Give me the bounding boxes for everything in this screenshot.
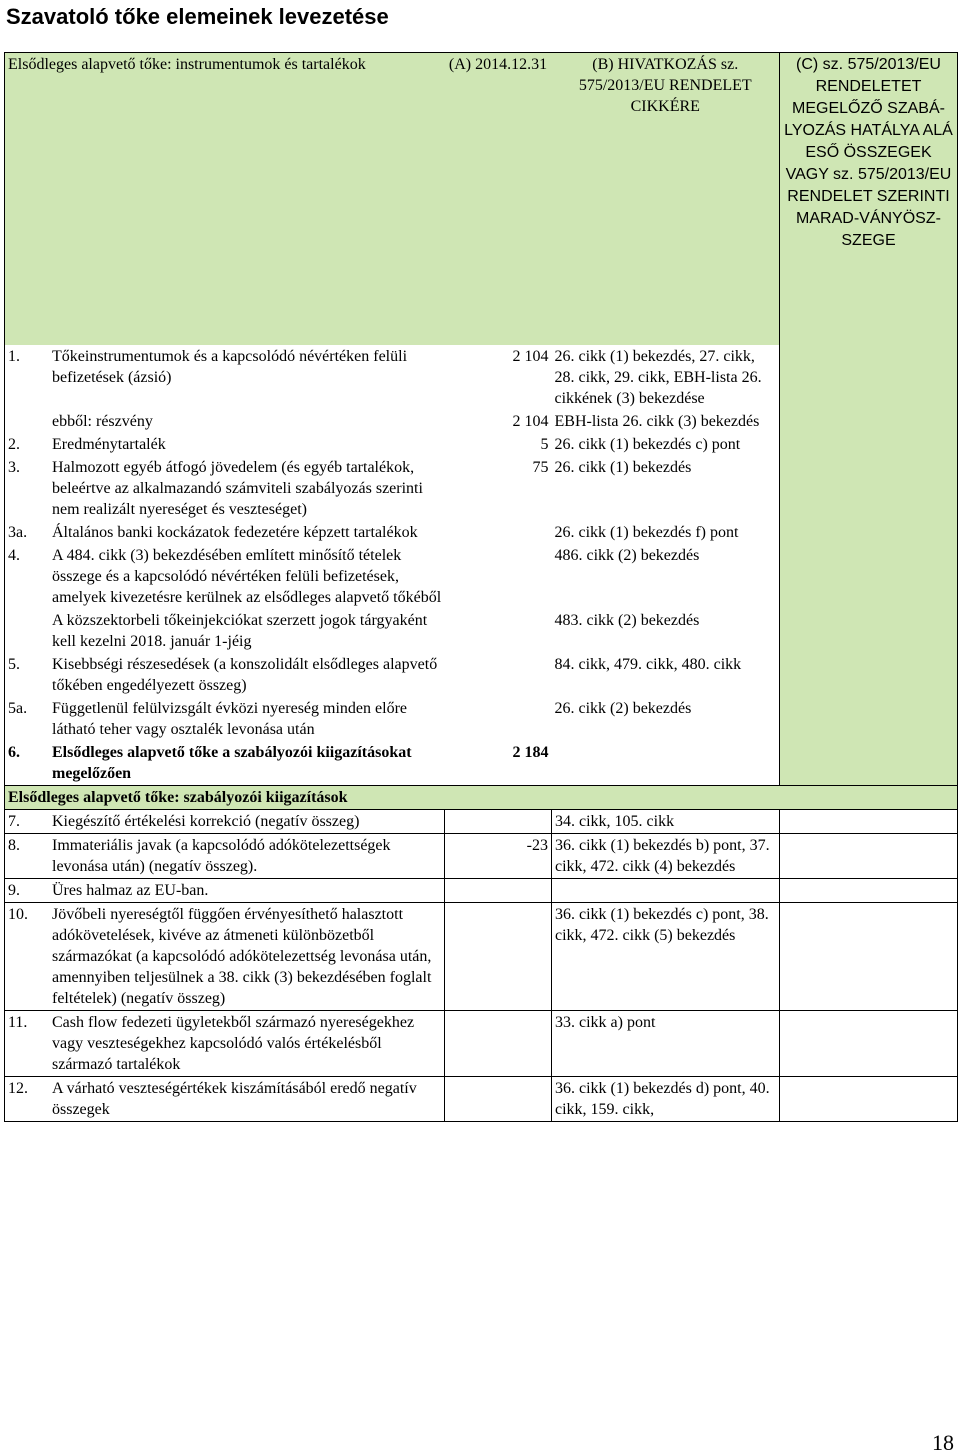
row-label	[8, 522, 442, 543]
section-header-row	[5, 786, 958, 810]
row-label-cell	[5, 521, 445, 544]
row-label	[8, 457, 442, 520]
section-title: Elsődleges alapvető tőke: szabályozói kiigazítások	[5, 786, 958, 810]
row-label-cell	[5, 433, 445, 456]
row-ref-b: 36. cikk (1) bekezdés b) pont, 37. cikk, 472. cikk (4) bekezdés	[552, 834, 780, 879]
row-text: A várható veszteségértékek kiszámításából eredő negatív összegek	[52, 1080, 417, 1118]
row-value-a: 75	[532, 459, 549, 476]
row-text: Eredménytartalék	[52, 436, 166, 453]
row-number: 10.	[8, 906, 28, 923]
row-label-cell	[5, 544, 445, 609]
row-col-c	[780, 834, 958, 879]
row-ref-b	[552, 741, 780, 785]
row-text: Általános banki kockázatok fedezetére képzett tartalékok	[52, 524, 418, 541]
row-col-c	[780, 879, 958, 903]
row-label	[8, 1078, 441, 1120]
header-col-a	[445, 53, 552, 346]
row-number: 12.	[8, 1080, 28, 1097]
row-value-a	[445, 1011, 552, 1077]
row-value-a: 2 184	[512, 744, 549, 761]
row-value-a	[445, 810, 552, 834]
row-ref-b: 26. cikk (1) bekezdés c) pont	[554, 436, 741, 453]
table-row	[5, 1011, 958, 1077]
row-value-a	[445, 879, 552, 903]
row-label-cell	[5, 653, 445, 697]
row-number: 3a.	[8, 524, 28, 541]
row-col-c	[780, 1077, 958, 1122]
header-col-c-text: (C) sz. 575/2013/EU RENDELETET MEGELŐZŐ SZABÁ-LYOZÁS HATÁLYA ALÁ ESŐ ÖSSZEGEK VAGY sz. 575/2013/EU RENDELET SZERINTI MARAD-VÁNYÖSZ-SZEGE	[784, 56, 953, 249]
row-value-a	[445, 1077, 552, 1122]
row-label	[8, 654, 442, 696]
row-ref-b: EBH-lista 26. cikk (3) bekezdés	[554, 413, 760, 430]
row-label-cell	[5, 810, 445, 834]
row-value-a	[445, 697, 552, 741]
row-ref-b: 33. cikk a) pont	[552, 1011, 780, 1077]
row-text: Tőkeinstrumentumok és a kapcsolódó névértéken felüli befizetések (ázsió)	[52, 348, 408, 386]
table-row	[5, 903, 958, 1011]
row-value-a: 2 104	[512, 413, 549, 430]
row-text: A 484. cikk (3) bekezdésében említett minősítő tételek összege és a kapcsolódó névértéken felüli befizetések, amelyek kivezetésre kerülnek az elsődleges alapvető tőkéből	[52, 547, 442, 606]
table-row	[5, 879, 958, 903]
row-text: Kiegészítő értékelési korrekció (negatív összeg)	[52, 813, 360, 830]
row-value-a: 2 104	[512, 348, 549, 365]
row-ref-b: 84. cikk, 479. cikk, 480. cikk	[554, 656, 742, 673]
row-text: A közszektorbeli tőkeinjekciókat szerzett jogok tárgyaként kell kezelni 2018. január 1-jéig	[52, 612, 428, 650]
row-ref-b: 36. cikk (1) bekezdés d) pont, 40. cikk, 159. cikk,	[552, 1077, 780, 1122]
header-label	[5, 53, 445, 346]
row-label	[8, 1012, 441, 1075]
row-text: Jövőbeli nyereségtől függően érvényesíthető halasztott adókövetelések, kivéve az átmeneti különbözetből származókat (a kapcsolódó adókötelezettség levonása után, amennyiben teljesülnek a 38. cikk (3) bekezdésében foglalt feltételek) (negatív összeg)	[52, 906, 432, 1007]
row-label	[8, 610, 442, 652]
row-text: Halmozott egyéb átfogó jövedelem (és egyéb tartalékok, beleértve az alkalmazandó számviteli szabályozás szerinti nem realizált nyereséget és veszteséget)	[52, 459, 423, 518]
row-value-a	[445, 521, 552, 544]
row-label	[8, 742, 442, 784]
header-col-b-text: (B) HIVATKOZÁS sz. 575/2013/EU RENDELET CIKKÉRE	[578, 56, 752, 115]
row-text: Kisebbségi részesedések (a konszolidált elsődleges alapvető tőkében engedélyezett összeg)	[52, 656, 438, 694]
row-text: Üres halmaz az EU-ban.	[52, 882, 209, 899]
row-value-a	[445, 653, 552, 697]
row-ref-b: 26. cikk (2) bekezdés	[554, 700, 692, 717]
row-value-a: -23	[445, 834, 552, 879]
row-ref-b: 26. cikk (1) bekezdés	[554, 459, 692, 476]
row-number	[8, 610, 52, 652]
row-text: Elsődleges alapvető tőke a szabályozói kiigazításokat megelőzően	[52, 744, 412, 782]
row-number: 9.	[8, 882, 20, 899]
row-ref-b: 34. cikk, 105. cikk	[552, 810, 780, 834]
row-number: 5.	[8, 656, 20, 673]
row-value-a: 5	[540, 436, 549, 453]
row-label-cell	[5, 879, 445, 903]
row-ref-b: 26. cikk (1) bekezdés, 27. cikk, 28. cikk, 29. cikk, EBH-lista 26. cikkének (3) bekezdése	[554, 348, 762, 407]
row-label-cell	[5, 903, 445, 1011]
row-label-cell	[5, 609, 445, 653]
row-ref-b: 483. cikk (2) bekezdés	[554, 612, 700, 629]
row-text: Immateriális javak (a kapcsolódó adókötelezettségek levonása után) (negatív összeg).	[52, 837, 391, 875]
row-col-c	[780, 903, 958, 1011]
row-number: 8.	[8, 837, 20, 854]
table-row	[5, 1077, 958, 1122]
row-label-cell	[5, 1011, 445, 1077]
row-label	[8, 698, 442, 740]
row-number: 1.	[8, 348, 20, 365]
row-number: 7.	[8, 813, 20, 830]
row-number: 3.	[8, 459, 20, 476]
table-row	[5, 810, 958, 834]
row-label-cell	[5, 345, 445, 410]
row-label-cell	[5, 456, 445, 521]
header-col-b	[552, 53, 780, 346]
row-ref-b: 26. cikk (1) bekezdés f) pont	[554, 524, 739, 541]
capital-table	[4, 52, 958, 1122]
row-ref-b: 36. cikk (1) bekezdés c) pont, 38. cikk, 472. cikk (5) bekezdés	[552, 903, 780, 1011]
row-label-cell	[5, 410, 445, 433]
row-text: Cash flow fedezeti ügyletekből származó nyereségekhez vagy veszteségekhez kapcsolódó valós értékelésből származó tartalékok	[52, 1014, 415, 1073]
row-ref-b: 486. cikk (2) bekezdés	[554, 547, 700, 564]
row-label	[8, 545, 442, 608]
header-col-a-text: (A) 2014.12.31	[448, 56, 548, 73]
page-number: 18	[932, 1430, 954, 1455]
row-number: 2.	[8, 436, 20, 453]
table-row	[5, 834, 958, 879]
row-col-c	[780, 810, 958, 834]
header-row	[5, 53, 958, 346]
row-label-cell	[5, 1077, 445, 1122]
header-label-text: Elsődleges alapvető tőke: instrumentumok és tartalékok	[8, 56, 366, 73]
row-label	[8, 411, 442, 432]
row-label	[8, 904, 441, 1009]
row-ref-b	[552, 879, 780, 903]
row-value-a	[445, 903, 552, 1011]
page-title: Szavatoló tőke elemeinek levezetése	[6, 4, 389, 29]
row-label-cell	[5, 834, 445, 879]
row-label	[8, 811, 441, 832]
row-label	[8, 346, 442, 388]
row-number: 11.	[8, 1014, 28, 1031]
row-number: 5a.	[8, 700, 28, 717]
row-value-a	[445, 609, 552, 653]
row-label	[8, 880, 441, 901]
row-number: 4.	[8, 547, 20, 564]
row-number	[8, 411, 52, 432]
row-label-cell	[5, 741, 445, 785]
row-label	[8, 835, 441, 877]
row-label	[8, 434, 442, 455]
row-value-a	[445, 544, 552, 609]
header-col-c	[780, 53, 958, 786]
row-label-cell	[5, 697, 445, 741]
row-col-c	[780, 1011, 958, 1077]
row-text: ebből: részvény	[52, 413, 153, 430]
row-text: Függetlenül felülvizsgált évközi nyereség minden előre látható teher vagy osztalék levonása után	[52, 700, 407, 738]
row-number: 6.	[8, 744, 20, 761]
